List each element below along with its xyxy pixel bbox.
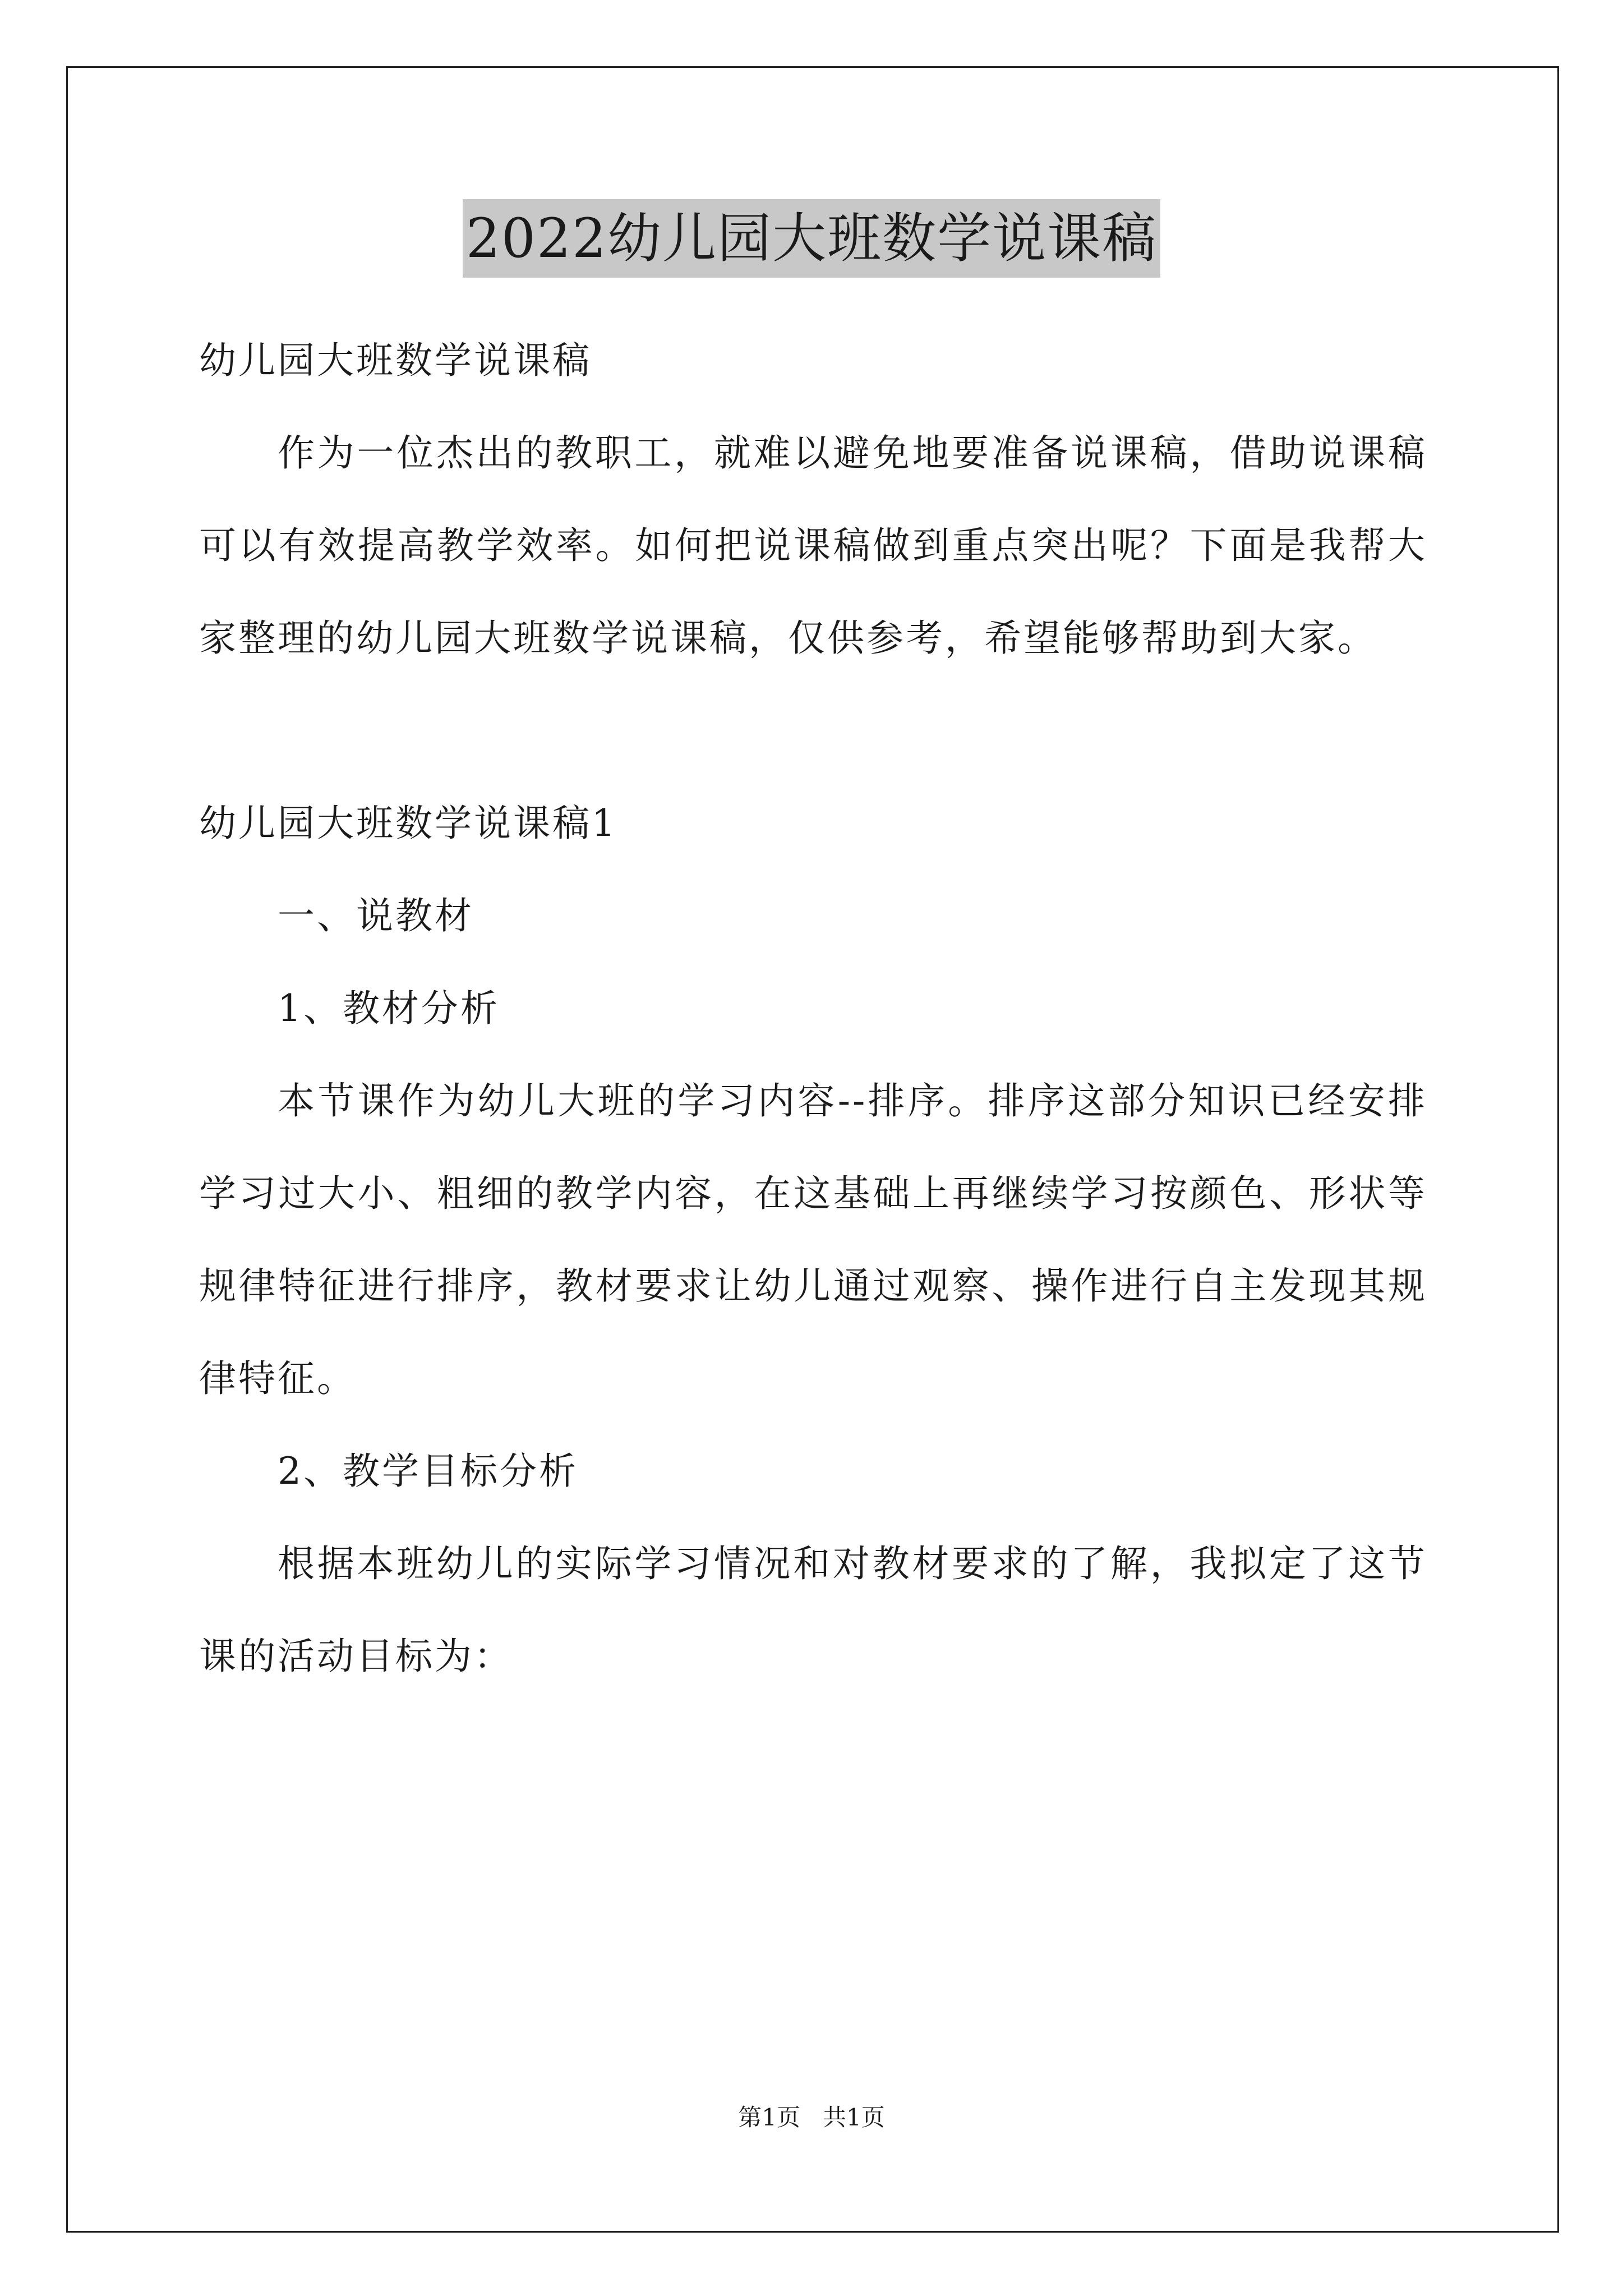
- section-heading: 幼儿园大班数学说课稿1: [199, 802, 617, 845]
- title-container: [0, 199, 1623, 278]
- item-heading-goals: 2、教学目标分析: [278, 1450, 578, 1493]
- goals-paragraph: 根据本班幼儿的实际学习情况和对教材要求的了解，我拟定了这节课的活动目标为：: [199, 1542, 1427, 1678]
- page-footer: 第1页 共1页: [738, 2104, 885, 2131]
- subtitle-paragraph: 幼儿园大班数学说课稿: [199, 339, 592, 382]
- item-heading-analysis: 1、教材分析: [278, 987, 500, 1030]
- intro-paragraph: 作为一位杰出的教职工，就难以避免地要准备说课稿，借助说课稿可以有效提高教学效率。如何把说课稿做到重点突出呢？下面是我帮大家整理的幼儿园大班数学说课稿，仅供参考，希望能够帮助到大家。: [199, 431, 1427, 660]
- subsection-heading-textbook: 一、说教材: [278, 894, 474, 937]
- section-gap: [199, 684, 1427, 777]
- document-body: [199, 314, 1427, 1703]
- document-title: 2022幼儿园大班数学说课稿: [463, 199, 1160, 278]
- analysis-paragraph: 本节课作为幼儿大班的学习内容--排序。排序这部分知识已经安排学习过大小、粗细的教学内容，在这基础上再继续学习按颜色、形状等规律特征进行排序，教材要求让幼儿通过观察、操作进行自主发现其规律特征。: [199, 1079, 1427, 1400]
